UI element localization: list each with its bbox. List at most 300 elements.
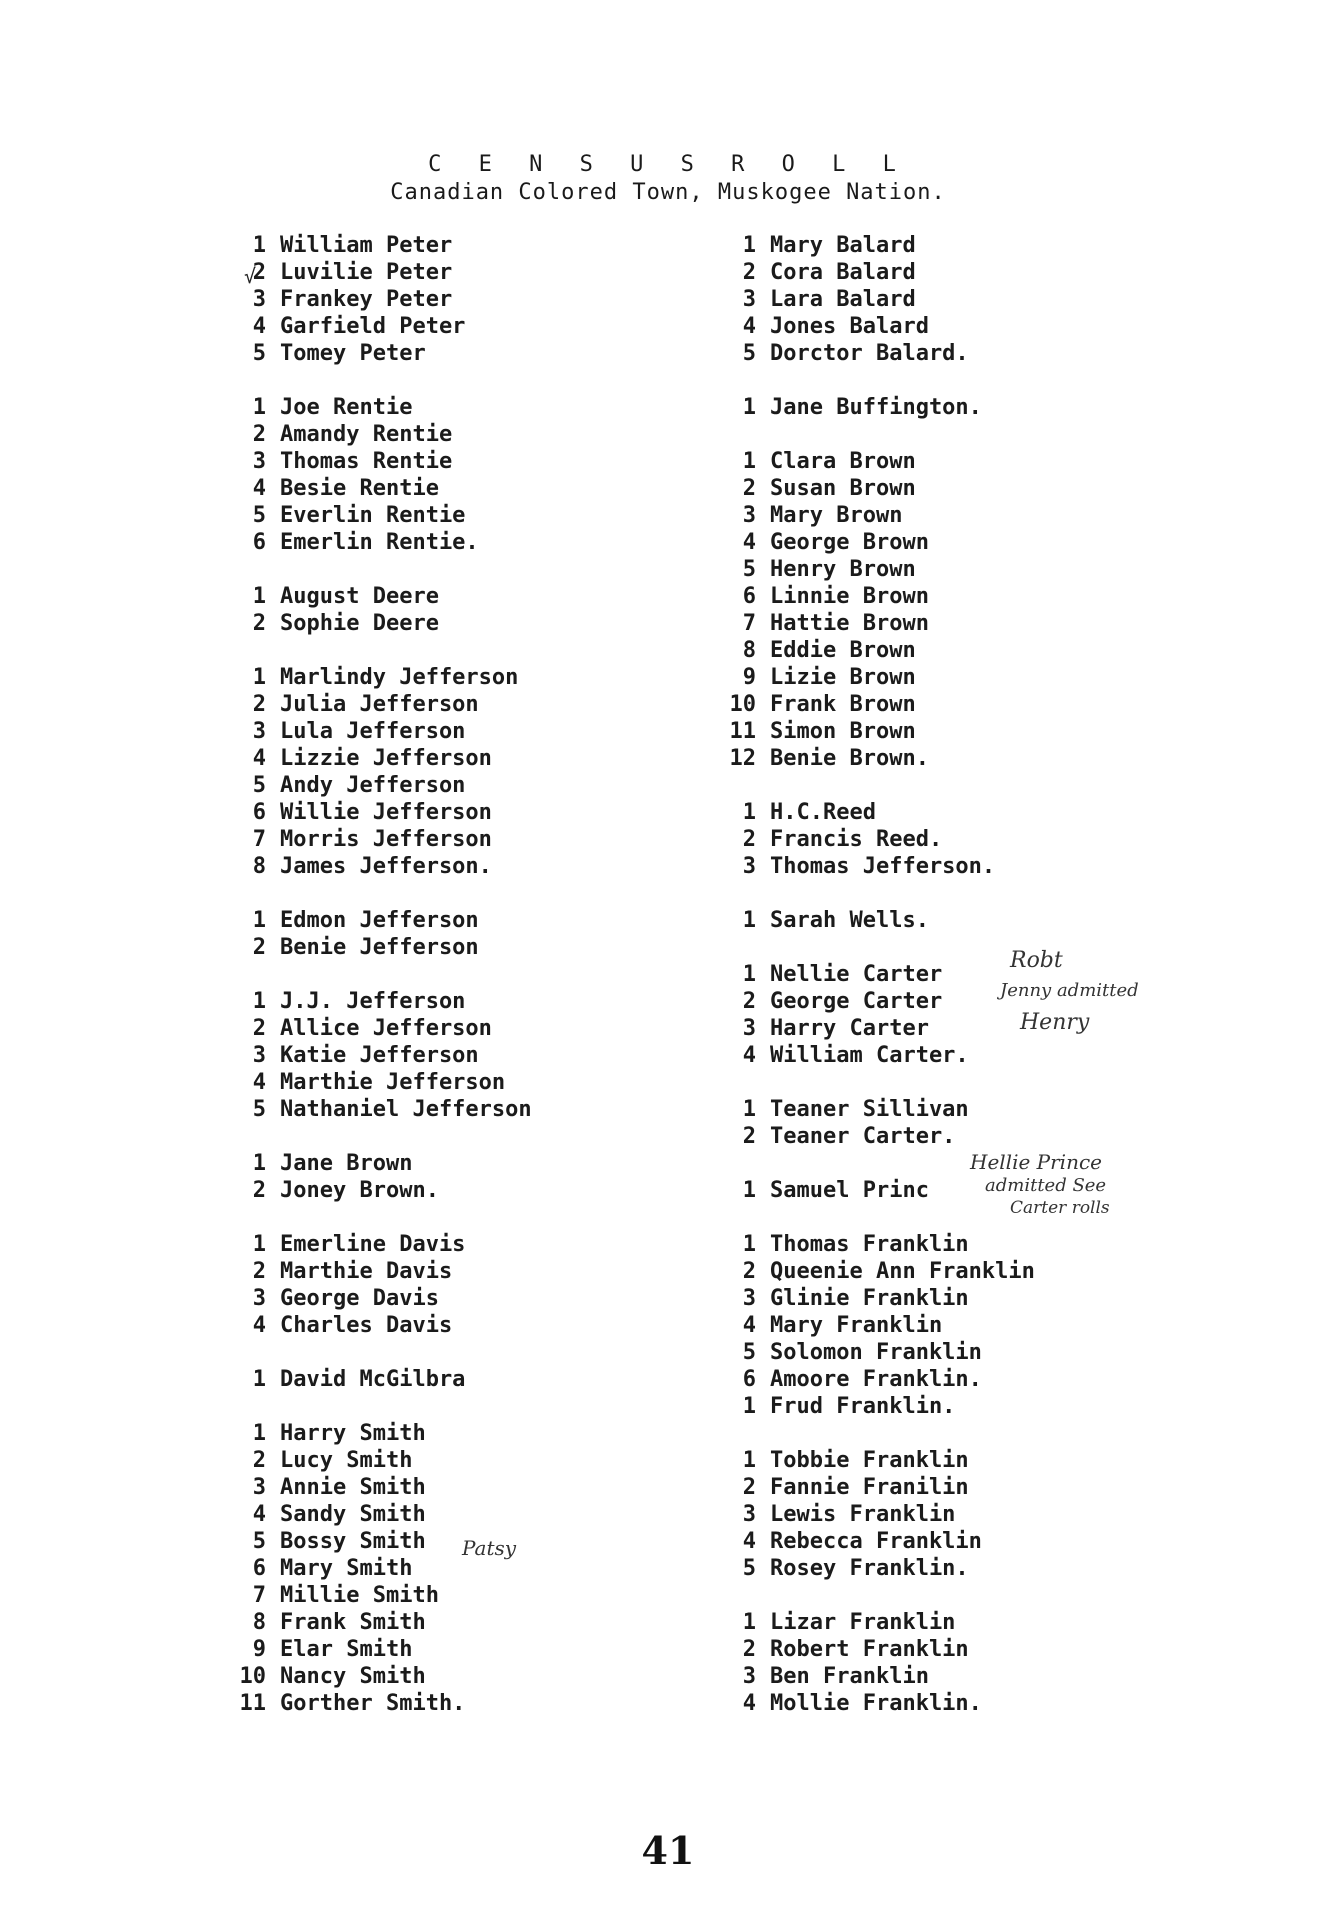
entry-number: 1 [742,233,756,258]
entry-name: Bossy Smith [280,1529,426,1554]
roll-entry [716,1231,1035,1258]
roll-entry [716,988,1035,1015]
entry-name: Tomey Peter [280,341,426,366]
roll-entry [716,1312,1035,1339]
roll-entry [226,1015,532,1042]
entry-name: Queenie Ann Franklin [770,1259,1035,1284]
entry-number: 1 [252,1421,266,1446]
roll-entry [716,691,1035,718]
entry-number: 2 [252,1178,266,1203]
entry-number: 5 [252,341,266,366]
roll-entry [226,502,532,529]
entry-name: Robert Franklin [770,1637,969,1662]
entry-number: 1 [742,908,756,933]
roll-entry [716,529,1035,556]
entry-number: 4 [742,1313,756,1338]
entry-name: Mollie Franklin. [770,1691,982,1716]
roll-entry [716,1501,1035,1528]
roll-entry [226,421,532,448]
entry-name: Mary Franklin [770,1313,943,1338]
entry-number: 2 [252,611,266,636]
entry-name: Teaner Carter. [770,1124,956,1149]
roll-entry [226,664,532,691]
family-group [226,232,532,367]
family-group [716,799,1035,880]
entry-name: Frank Smith [280,1610,426,1635]
roll-entry [716,475,1035,502]
entry-number: 2 [742,1637,756,1662]
roll-entry [716,1609,1035,1636]
roll-entry [226,1096,532,1123]
entry-name: Clara Brown [770,449,916,474]
entry-number: 4 [742,1529,756,1554]
entry-name: Marlindy Jefferson [280,665,519,690]
family-group [716,961,1035,1069]
roll-entry [716,1555,1035,1582]
entry-name: Millie Smith [280,1583,439,1608]
entry-number: 1 [252,1232,266,1257]
entry-number: 2 [252,1016,266,1041]
entry-name: Nathaniel Jefferson [280,1097,532,1122]
roll-entry [226,907,532,934]
roll-entry [716,1636,1035,1663]
entry-name: George Brown [770,530,929,555]
roll-entry [226,1474,532,1501]
entry-name: Lizie Brown [770,665,916,690]
entry-name: Katie Jefferson [280,1043,479,1068]
entry-number: 5 [742,1340,756,1365]
entry-number: 5 [742,341,756,366]
entry-number: 2 [742,827,756,852]
entry-number: 2 [742,1475,756,1500]
entry-name: Allice Jefferson [280,1016,492,1041]
family-group [226,664,532,880]
entry-name: James Jefferson. [280,854,492,879]
entry-number: 4 [252,1070,266,1095]
entry-number: 5 [252,1097,266,1122]
page-title: C E N S U S R O L L [428,152,908,177]
entry-name: Lewis Franklin [770,1502,956,1527]
entry-name: Tobbie Franklin [770,1448,969,1473]
entry-number: 2 [742,1124,756,1149]
entry-name: Lula Jefferson [280,719,466,744]
entry-name: Lucy Smith [280,1448,413,1473]
entry-name: Eddie Brown [770,638,916,663]
entry-number: 7 [252,1583,266,1608]
entry-number: 5 [742,557,756,582]
page-subtitle: Canadian Colored Town, Muskogee Nation. [390,180,946,205]
entry-name: Susan Brown [770,476,916,501]
entry-number: 4 [742,1691,756,1716]
entry-name: Frank Brown [770,692,916,717]
entry-name: Ben Franklin [770,1664,929,1689]
roll-entry [716,610,1035,637]
entry-name: H.C.Reed [770,800,876,825]
entry-number: 10 [239,1664,266,1689]
entry-number: 3 [742,1502,756,1527]
roll-entry [716,556,1035,583]
roll-entry [716,1366,1035,1393]
entry-name: George Carter [770,989,943,1014]
entry-number: 3 [742,854,756,879]
roll-entry [716,853,1035,880]
entry-name: Charles Davis [280,1313,453,1338]
roll-entry [226,1069,532,1096]
entry-number: 2 [252,1259,266,1284]
roll-entry [226,853,532,880]
roll-entry [716,1663,1035,1690]
roll-entry [226,826,532,853]
roll-entry [716,340,1035,367]
entry-name: Marthie Davis [280,1259,453,1284]
roll-entry [716,1447,1035,1474]
entry-number: 4 [742,1043,756,1068]
entry-name: Frud Franklin. [770,1394,956,1419]
entry-number: 1 [252,665,266,690]
roll-entry [716,502,1035,529]
entry-name: Henry Brown [770,557,916,582]
entry-number: 3 [742,503,756,528]
entry-number: 1 [742,1610,756,1635]
roll-entry [716,907,1035,934]
roll-entry [716,961,1035,988]
entry-number: 2 [252,692,266,717]
roll-entry [226,259,532,286]
entry-name: Emerline Davis [280,1232,466,1257]
roll-entry [226,799,532,826]
entry-number: 10 [729,692,756,717]
entry-name: Luvilie Peter [280,260,453,285]
entry-number: 2 [742,1259,756,1284]
entry-name: Samuel Princ [770,1178,929,1203]
roll-entry [226,1285,532,1312]
roll-entry [716,1393,1035,1420]
roll-entry [226,1582,532,1609]
roll-entry [226,610,532,637]
roll-entry [226,529,532,556]
entry-name: Solomon Franklin [770,1340,982,1365]
roll-entry [716,1285,1035,1312]
roll-entry [716,1528,1035,1555]
entry-number: 7 [742,611,756,636]
entry-name: Joney Brown. [280,1178,439,1203]
entry-name: Amandy Rentie [280,422,453,447]
roll-entry [226,1447,532,1474]
roll-entry [226,313,532,340]
roll-entry [226,1636,532,1663]
roll-entry [716,1042,1035,1069]
roll-entry [716,745,1035,772]
entry-name: Elar Smith [280,1637,413,1662]
check-mark: √ [244,264,257,288]
family-group [716,1609,1035,1717]
entry-number: 9 [252,1637,266,1662]
roll-entry [716,394,1035,421]
entry-name: Lizar Franklin [770,1610,956,1635]
roll-entry [226,1663,532,1690]
roll-entry [716,1096,1035,1123]
entry-number: 4 [252,746,266,771]
entry-name: Frankey Peter [280,287,453,312]
entry-number: 4 [252,1502,266,1527]
entry-name: Rebecca Franklin [770,1529,982,1554]
entry-number: 6 [252,530,266,555]
right-column [716,232,1035,1744]
roll-entry [716,286,1035,313]
entry-name: David McGilbra [280,1367,466,1392]
entry-name: Nancy Smith [280,1664,426,1689]
entry-number: 6 [252,1556,266,1581]
entry-number: 5 [252,503,266,528]
entry-number: 2 [252,1448,266,1473]
entry-name: Jane Buffington. [770,395,982,420]
entry-number: 2 [252,260,266,285]
entry-name: Andy Jefferson [280,773,466,798]
roll-entry [226,745,532,772]
entry-name: Linnie Brown [770,584,929,609]
roll-entry [716,1474,1035,1501]
roll-entry [716,259,1035,286]
entry-number: 3 [742,287,756,312]
family-group [226,907,532,961]
entry-number: 6 [742,584,756,609]
entry-number: 6 [252,800,266,825]
family-group [716,394,1035,421]
roll-entry [226,232,532,259]
entry-number: 1 [742,1178,756,1203]
handwritten-note-patsy: Patsy [462,1536,517,1560]
entry-name: Sophie Deere [280,611,439,636]
entry-number: 1 [742,962,756,987]
roll-entry [226,583,532,610]
roll-entry [226,1690,532,1717]
entry-number: 5 [252,773,266,798]
entry-name: Harry Smith [280,1421,426,1446]
entry-number: 2 [742,989,756,1014]
entry-number: 1 [252,989,266,1014]
entry-number: 8 [742,638,756,663]
entry-number: 3 [742,1664,756,1689]
entry-number: 4 [252,314,266,339]
entry-number: 1 [742,800,756,825]
entry-name: Benie Jefferson [280,935,479,960]
entry-name: Everlin Rentie [280,503,466,528]
entry-name: George Davis [280,1286,439,1311]
entry-number: 11 [239,1691,266,1716]
entry-number: 3 [252,1286,266,1311]
entry-number: 2 [252,935,266,960]
roll-entry [226,394,532,421]
entry-name: Edmon Jefferson [280,908,479,933]
family-group [226,1366,532,1393]
roll-entry [226,934,532,961]
entry-name: Willie Jefferson [280,800,492,825]
entry-number: 1 [742,1394,756,1419]
roll-entry [226,1312,532,1339]
roll-entry [716,799,1035,826]
family-group [716,907,1035,934]
entry-number: 11 [729,719,756,744]
entry-number: 1 [252,233,266,258]
roll-entry [716,313,1035,340]
roll-entry [226,1366,532,1393]
entry-name: Sarah Wells. [770,908,929,933]
family-group [226,1420,532,1717]
handwritten-note-hellie-prince: Hellie Prince [970,1150,1102,1174]
family-group [716,232,1035,367]
entry-name: Jane Brown [280,1151,413,1176]
entry-number: 1 [742,1232,756,1257]
entry-name: Hattie Brown [770,611,929,636]
entry-number: 4 [742,314,756,339]
entry-name: Mary Smith [280,1556,413,1581]
entry-name: Joe Rentie [280,395,413,420]
family-group [226,1231,532,1339]
entry-name: Cora Balard [770,260,916,285]
family-group [226,583,532,637]
entry-name: Thomas Franklin [770,1232,969,1257]
roll-entry [226,1501,532,1528]
entry-name: Gorther Smith. [280,1691,466,1716]
family-group [716,1231,1035,1420]
entry-number: 5 [742,1556,756,1581]
roll-entry [226,475,532,502]
entry-number: 3 [742,1286,756,1311]
entry-name: William Carter. [770,1043,969,1068]
roll-entry [716,1015,1035,1042]
roll-entry [716,1690,1035,1717]
entry-name: Mary Brown [770,503,903,528]
entry-name: Simon Brown [770,719,916,744]
entry-number: 3 [252,287,266,312]
entry-name: Nellie Carter [770,962,943,987]
handwritten-note-jenny: Jenny admitted [1000,980,1139,1001]
entry-name: Jones Balard [770,314,929,339]
entry-name: Amoore Franklin. [770,1367,982,1392]
entry-name: Marthie Jefferson [280,1070,506,1095]
entry-number: 2 [742,260,756,285]
roll-entry [716,1258,1035,1285]
handwritten-note-admitted: admitted See [985,1175,1107,1196]
entry-name: Glinie Franklin [770,1286,969,1311]
entry-number: 2 [742,476,756,501]
entry-number: 9 [742,665,756,690]
entry-number: 3 [252,1475,266,1500]
entry-number: 1 [252,1367,266,1392]
entry-number: 12 [729,746,756,771]
entry-name: Thomas Jefferson. [770,854,996,879]
roll-entry [226,340,532,367]
roll-entry [716,1339,1035,1366]
entry-number: 3 [742,1016,756,1041]
entry-name: Francis Reed. [770,827,943,852]
entry-name: Annie Smith [280,1475,426,1500]
entry-name: Fannie Franilin [770,1475,969,1500]
roll-entry [716,448,1035,475]
roll-entry [226,286,532,313]
family-group [226,988,532,1123]
entry-name: Garfield Peter [280,314,466,339]
family-group [226,1150,532,1204]
handwritten-note-carter-rolls: Carter rolls [1010,1198,1110,1218]
entry-name: August Deere [280,584,439,609]
roll-entry [226,1258,532,1285]
entry-number: 2 [252,422,266,447]
roll-entry [716,718,1035,745]
entry-number: 1 [252,395,266,420]
roll-entry [226,1420,532,1447]
entry-name: Morris Jefferson [280,827,492,852]
entry-name: Lara Balard [770,287,916,312]
handwritten-note-robt: Robt [1010,948,1063,973]
roll-entry [716,664,1035,691]
roll-entry [226,718,532,745]
entry-number: 3 [252,719,266,744]
entry-number: 1 [742,1448,756,1473]
roll-entry [226,1150,532,1177]
entry-name: J.J. Jefferson [280,989,466,1014]
entry-name: Dorctor Balard. [770,341,969,366]
roll-entry [716,826,1035,853]
entry-number: 7 [252,827,266,852]
entry-number: 8 [252,854,266,879]
entry-name: Lizzie Jefferson [280,746,492,771]
roll-entry [226,691,532,718]
roll-entry [226,1609,532,1636]
roll-entry [226,988,532,1015]
roll-entry [716,1123,1035,1150]
entry-number: 1 [252,908,266,933]
family-group [716,1096,1035,1150]
roll-entry [716,583,1035,610]
entry-number: 1 [252,584,266,609]
entry-number: 1 [742,1097,756,1122]
entry-number: 1 [742,449,756,474]
entry-number: 3 [252,449,266,474]
roll-entry [226,1177,532,1204]
entry-name: William Peter [280,233,453,258]
entry-name: Julia Jefferson [280,692,479,717]
entry-number: 6 [742,1367,756,1392]
entry-name: Besie Rentie [280,476,439,501]
entry-name: Sandy Smith [280,1502,426,1527]
entry-name: Mary Balard [770,233,916,258]
family-group [226,394,532,556]
entry-number: 1 [742,395,756,420]
entry-name: Harry Carter [770,1016,929,1041]
entry-number: 1 [252,1151,266,1176]
roll-entry [226,772,532,799]
entry-number: 4 [252,476,266,501]
roll-entry [716,637,1035,664]
entry-number: 8 [252,1610,266,1635]
roll-entry [226,1042,532,1069]
handwritten-note-henry: Henry [1020,1010,1090,1035]
family-group [716,1447,1035,1582]
page-number: 41 [641,1828,695,1873]
roll-entry [716,232,1035,259]
entry-name: Teaner Sillivan [770,1097,969,1122]
entry-number: 3 [252,1043,266,1068]
roll-entry [226,1231,532,1258]
entry-name: Thomas Rentie [280,449,453,474]
roll-entry [226,448,532,475]
entry-number: 4 [252,1313,266,1338]
entry-name: Benie Brown. [770,746,929,771]
family-group [716,448,1035,772]
entry-name: Emerlin Rentie. [280,530,479,555]
entry-number: 4 [742,530,756,555]
